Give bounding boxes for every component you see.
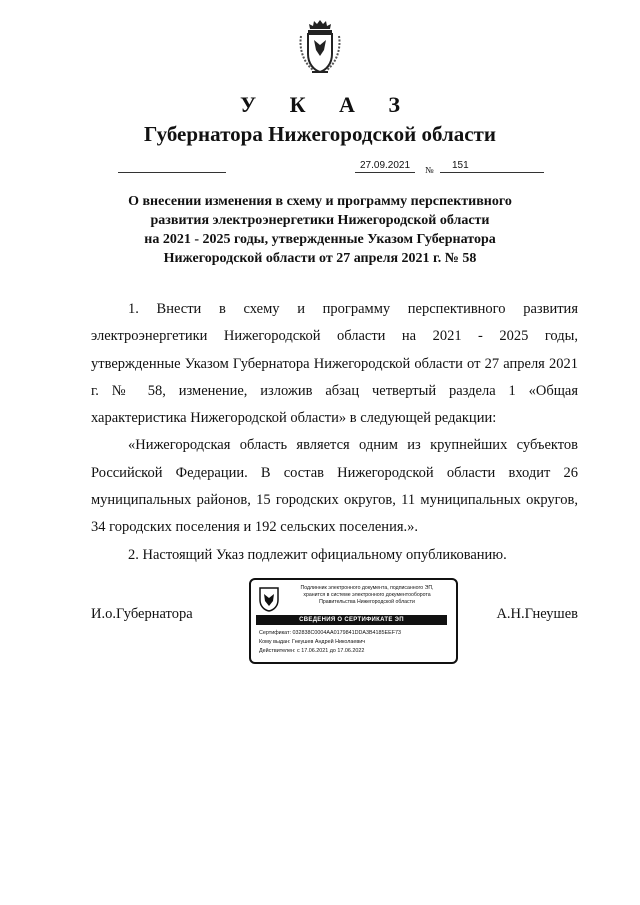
decree-title	[90, 192, 550, 268]
stamp-notice-line: хранится в системе электронного документооборота	[303, 592, 431, 598]
date-number-line	[0, 158, 640, 182]
decree-body	[91, 296, 578, 569]
coat-of-arms-icon	[259, 586, 279, 612]
certificate-serial: Сертификат: 032838C0004AA0179841DDA3B4185EEF73	[259, 630, 402, 636]
title-line: на 2021 - 2025 годы, утвержденные Указом Губернатора	[144, 232, 496, 247]
coat-of-arms-icon	[298, 18, 342, 76]
issuing-authority: Губернатора Нижегородской области	[144, 122, 496, 146]
decree-date: 27.09.2021	[360, 160, 411, 171]
blank-line	[118, 172, 226, 173]
stamp-notice	[283, 585, 451, 606]
paragraph-quote: «Нижегородская область является одним из крупнейших субъектов Российской Федерации. В состав Нижегородской области входит 26 муниципальных районов, 15 городских округов, 11 муниципальных округов, 34 городских поселения и 192 сельских поселения.».	[91, 437, 578, 536]
number-underline	[440, 172, 544, 173]
date-underline	[355, 172, 415, 173]
certificate-details	[259, 629, 401, 656]
title-line: О внесении изменения в схему и программу перспективного	[128, 194, 512, 209]
stamp-notice-line: Правительства Нижегородской области	[319, 599, 415, 605]
certificate-owner: Кому выдан: Гнеушев Андрей Николаевич	[259, 639, 366, 645]
title-line: развития электроэнергетики Нижегородской области	[150, 213, 490, 228]
paragraph-2: 2. Настоящий Указ подлежит официальному опубликованию.	[128, 546, 507, 563]
signatory-name: А.Н.Гнеушев	[496, 606, 578, 622]
electronic-signature-stamp	[249, 578, 458, 664]
certificate-validity: Действителен: с 17.06.2021 до 17.06.2022	[259, 648, 365, 654]
decree-heading: У К А З	[239, 92, 415, 117]
signatory-role: И.о.Губернатора	[91, 606, 193, 622]
title-line: Нижегородской области от 27 апреля 2021 г. № 58	[163, 251, 477, 266]
decree-number: 151	[452, 160, 469, 171]
paragraph-1: 1. Внести в схему и программу перспективного развития электроэнергетики Нижегородской области на 2021 - 2025 годы, утвержденные Указом Губернатора Нижегородской области от 27 апреля 2021 г. № 58, изменение, изложив абзац четвертый раздела 1 «Общая характеристика Нижегородской области» в следующей редакции:	[91, 301, 578, 427]
number-sign: №	[425, 165, 434, 175]
stamp-notice-line: Подлинник электронного документа, подписанного ЭП,	[300, 585, 434, 591]
stamp-header-bar: СВЕДЕНИЯ О СЕРТИФИКАТЕ ЭП	[256, 615, 447, 625]
